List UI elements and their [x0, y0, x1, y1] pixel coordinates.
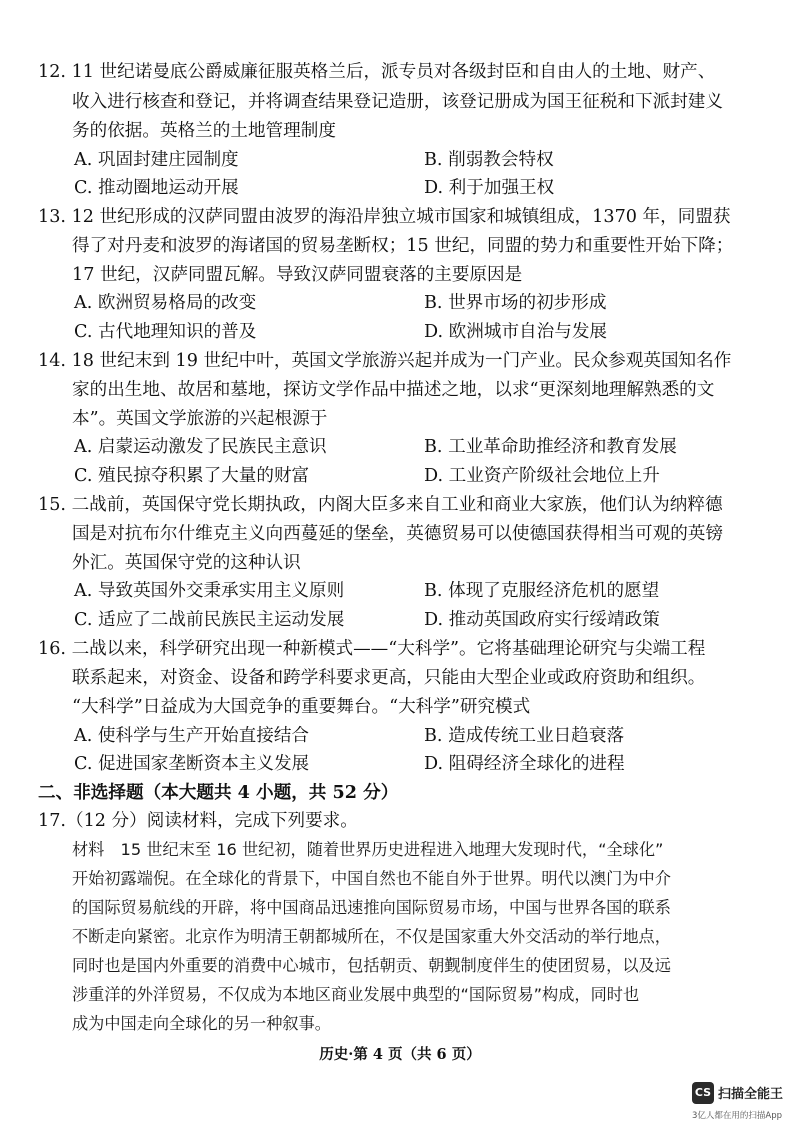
question-line: 13. 12 世纪形成的汉萨同盟由波罗的海沿岸独立城市国家和城镇组成，1370 年，同盟获	[38, 207, 731, 227]
section-heading: 二、非选择题（本大题共 4 小题，共 52 分）	[38, 782, 399, 803]
material-line: 成为中国走向全球化的另一种叙事。	[72, 1014, 331, 1033]
material-line: 涉重洋的外洋贸易，不仅成为本地区商业发展中典型的“国际贸易”构成，同时也	[72, 985, 640, 1004]
material-line: 开始初露端倪。在全球化的背景下，中国自然也不能自外于世界。明代以澳门为中介	[72, 869, 671, 888]
option-d: D. 阻碍经济全球化的进程	[424, 754, 625, 774]
option-d: D. 推动英国政府实行绥靖政策	[424, 610, 660, 630]
option-c: C. 适应了二战前民族民主运动发展	[74, 610, 345, 630]
material-line: 不断走向紧密。北京作为明清王朝都城所在，不仅是国家重大外交活动的举行地点，	[72, 927, 671, 946]
option-b: B. 世界市场的初步形成	[424, 293, 607, 313]
option-a: A. 使科学与生产开始直接结合	[74, 726, 310, 746]
watermark-tagline: 3亿人都在用的扫描App	[692, 1111, 783, 1121]
watermark-app-name: 扫描全能王	[718, 1087, 784, 1102]
option-a: A. 导致英国外交秉承实用主义原则	[74, 581, 345, 601]
question-line: “大科学”日益成为大国竞争的重要舞台。“大科学”研究模式	[72, 697, 531, 717]
material-line: 材料 15 世纪末至 16 世纪初，随着世界历史进程进入地理大发现时代，“全球化”	[72, 840, 664, 859]
option-b: B. 体现了克服经济危机的愿望	[424, 581, 660, 601]
material-line: 的国际贸易航线的开辟，将中国商品迅速推向国际贸易市场，中国与世界各国的联系	[72, 898, 671, 917]
option-b: B. 削弱教会特权	[424, 150, 554, 170]
question-line: 联系起来，对资金、设备和跨学科要求更高，只能由大型企业或政府资助和组织。	[72, 668, 706, 688]
question-line: 得了对丹麦和波罗的海诸国的贸易垄断权；15 世纪，同盟的势力和重要性开始下降；	[72, 236, 734, 256]
option-c: C. 促进国家垄断资本主义发展	[74, 754, 310, 774]
question-line: 家的出生地、故居和墓地，探访文学作品中描述之地，以求“更深刻地理解熟悉的文	[72, 380, 715, 400]
question-line: 12. 11 世纪诺曼底公爵威廉征服英格兰后，派专员对各级封臣和自由人的土地、财产、	[38, 62, 716, 82]
question-line: 收入进行核查和登记，并将调查结果登记造册，该登记册成为国王征税和下派封建义	[72, 92, 723, 112]
question-line: 务的依据。英格兰的土地管理制度	[72, 121, 336, 141]
option-b: B. 工业革命助推经济和教育发展	[424, 437, 677, 457]
question-line: 17 世纪，汉萨同盟瓦解。导致汉萨同盟衰落的主要原因是	[72, 265, 523, 285]
option-a: A. 巩固封建庄园制度	[74, 150, 239, 170]
question-line: 国是对抗布尔什维克主义向西蔓延的堡垒，英德贸易可以使德国获得相当可观的英镑	[72, 524, 723, 544]
question-line: 16. 二战以来，科学研究出现一种新模式——“大科学”。它将基础理论研究与尖端工程	[38, 639, 706, 659]
scanner-watermark	[692, 1082, 798, 1126]
option-a: A. 欧洲贸易格局的改变	[74, 293, 257, 313]
option-d: D. 工业资产阶级社会地位上升	[424, 466, 660, 486]
option-d: D. 欧洲城市自治与发展	[424, 322, 608, 342]
question-line: 外汇。英国保守党的这种认识	[72, 553, 301, 573]
camscanner-logo-icon: CS	[692, 1082, 714, 1104]
option-a: A. 启蒙运动激发了民族民主意识	[74, 437, 327, 457]
page-footer: 历史·第 4 页（共 6 页）	[319, 1046, 481, 1063]
question-line: 本”。英国文学旅游的兴起根源于	[72, 409, 328, 429]
question-intro: 17.（12 分）阅读材料，完成下列要求。	[38, 811, 358, 831]
material-line: 同时也是国内外重要的消费中心城市，包括朝贡、朝觐制度伴生的使团贸易，以及远	[72, 956, 671, 975]
question-line: 14. 18 世纪末到 19 世纪中叶，英国文学旅游兴起并成为一门产业。民众参观英国知名作	[38, 351, 732, 371]
option-d: D. 利于加强王权	[424, 178, 555, 198]
option-c: C. 殖民掠夺积累了大量的财富	[74, 466, 310, 486]
option-c: C. 古代地理知识的普及	[74, 322, 257, 342]
option-c: C. 推动圈地运动开展	[74, 178, 239, 198]
question-line: 15. 二战前，英国保守党长期执政，内阁大臣多来自工业和商业大家族，他们认为纳粹德	[38, 495, 723, 515]
option-b: B. 造成传统工业日趋衰落	[424, 726, 625, 746]
